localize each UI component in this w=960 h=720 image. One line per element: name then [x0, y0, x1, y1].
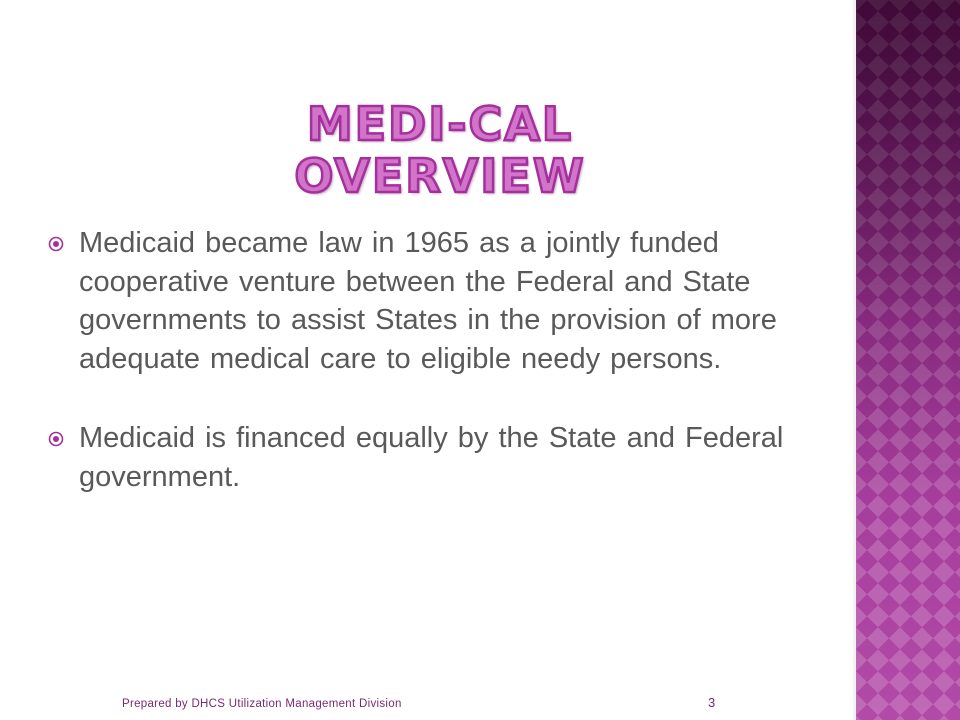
page-number: 3: [708, 695, 716, 710]
bullet-item: [48, 224, 808, 378]
decorative-side-band: [853, 0, 960, 720]
footer-text: Prepared by DHCS Utilization Management Division: [122, 698, 402, 710]
circled-dot-icon: [48, 431, 64, 447]
circled-dot-icon: [48, 236, 64, 252]
bullet-item: [48, 419, 808, 496]
bullet-text: Medicaid became law in 1965 as a jointly funded cooperative venture between the Federal and State governments to assist States in the provision of more adequate medical care to eligible needy persons.: [79, 227, 777, 375]
slide-title: MEDI-CAL OVERVIEW: [294, 97, 586, 203]
bullet-list: [48, 224, 808, 537]
bullet-text: Medicaid is financed equally by the State and Federal government.: [79, 422, 784, 493]
